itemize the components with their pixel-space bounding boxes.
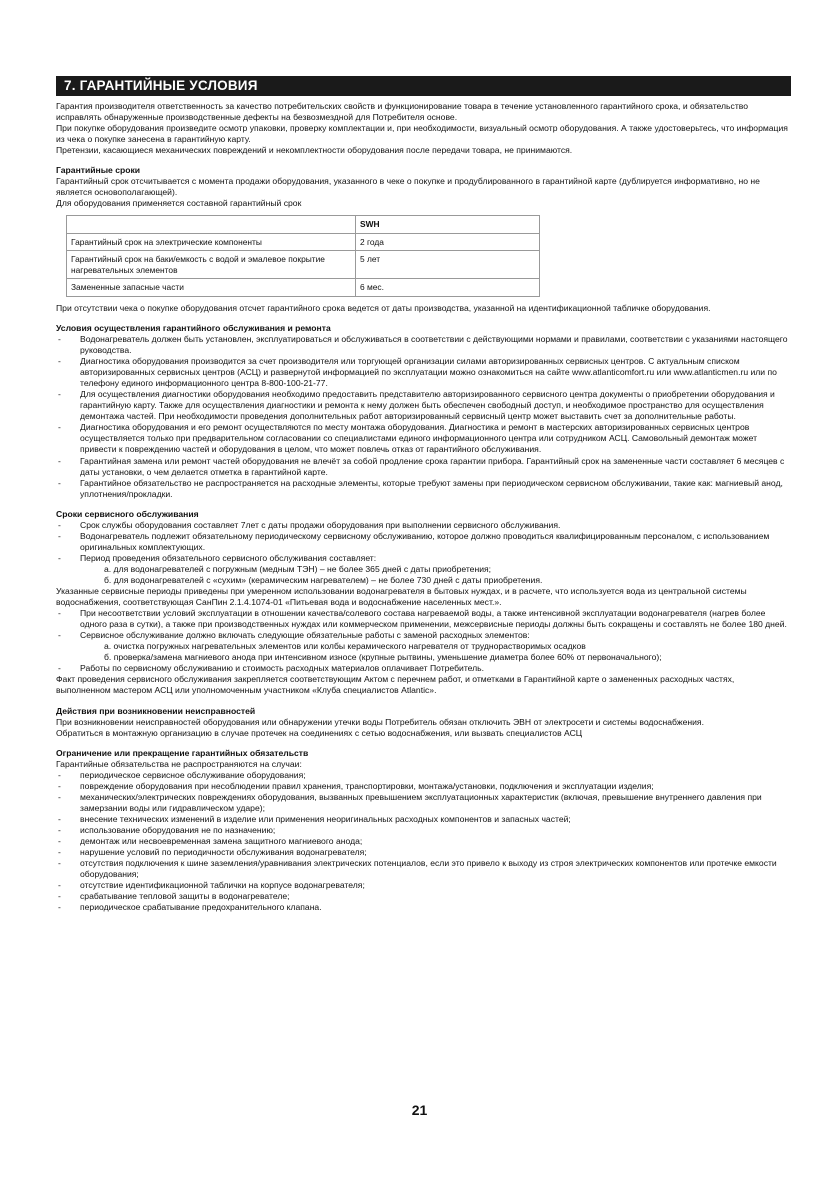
service-list [56,608,791,641]
service-fact: Факт проведения сервисного обслуживания закрепляется соответствующим Актом с перечнем работ, и отметками в Гарантийной карте о замененных расходных частях, выполненном мастером АСЦ или уполномоченным участником «Клуба специалистов Atlantic». [56,674,735,696]
terms-text: Гарантийный срок отсчитывается с момента продажи оборудования, указанного в чеке о покупке и продублированного в гарантийной карте (дублируется информативно, но не является основополагающей). [56,176,760,198]
conditions-list [56,334,791,500]
service-list [56,520,791,564]
intro-paragraph: При покупке оборудования произведите осмотр упаковки, проверку комплектации и, при необходимости, визуальный осмотр оборудования. А также удостоверьтесь, что информация из чека о покупке занесена в гарантийную карту. [56,123,788,145]
service-period: б. для водонагревателей с «сухим» (керамическим нагревателем) – не более 730 дней с даты приобретения. [104,575,543,585]
list-item: - периодическое срабатывание предохранительного клапана. [56,902,791,913]
list-item: - использование оборудования не по назначению; [56,825,791,836]
table-header-row [67,216,540,234]
warranty-table [66,215,540,297]
list-item: - При несоответствии условий эксплуатации в отношении качества/солевого состава нагреваемой воды, а также интенсивной эксплуатации водонагревателя (нагрев более одного раза в сутки), а также при производственных нуждах или коммерческом применении, межсервисные периоды должны быть сокращены и составлять не более 180 дней. [56,608,791,630]
section-heading: 7. ГАРАНТИЙНЫЕ УСЛОВИЯ [56,76,791,96]
service-note: Указанные сервисные периоды приведены при умеренном использовании водонагревателя в бытовых нуждах, и в расчете, что используется вода из центральной системы водоснабжения, соответствующая СанПин 2.1.4.1074-01 «Питьевая вода и водоснабжение населенных мест.». [56,586,747,608]
list-item: - нарушение условий по периодичности обслуживания водонагревателя; [56,847,791,858]
service-period: а. для водонагревателей с погружным (медным ТЭН) – не более 365 дней с даты приобретения; [104,563,492,574]
table-cell: 2 года [356,233,540,251]
terms-text: Для оборудования применяется составной гарантийный срок [56,198,302,209]
service-work: а. очистка погружных нагревательных элементов или колбы керамического нагревателя от труднорастворимых осадков [104,641,586,652]
list-item: - отсутствия подключения к шине заземления/уравнивания электрических потенциалов, если это привело к выходу из строя электрических компонентов или протечке емкости оборудования; [56,858,791,880]
limits-intro: Гарантийные обязательства не распространяются на случаи: [56,758,302,769]
list-item: - Диагностика оборудования и его ремонт осуществляются по месту монтажа оборудования. Диагностика и ремонт в мастерских авторизированных сервисных центров осуществляется только при предварительном согласовании со специалистами единого информационного центра или сотрудником АСЦ. Самовольный демонтаж может привести к повреждению частей и оборудования в целом, что может повлечь отказ от гарантийного обслуживания. [56,422,791,455]
table-cell: 5 лет [356,251,540,279]
list-item: - Период проведения обязательного сервисного обслуживания составляет: [56,553,791,564]
service-work: б. проверка/замена магниевого анода при интенсивном износе (крупные рытвины, уменьшение диаметра более 60% от первоначального); [104,652,662,663]
page-number: 21 [411,1102,428,1118]
list-item: - внесение технических изменений в изделие или применения неоригинальных расходных компонентов и запасных частей; [56,814,791,825]
after-table-text: При отсутствии чека о покупке оборудования отсчет гарантийного срока ведется от даты производства, указанной на идентификационной табличке оборудования. [56,302,711,313]
limits-title: Ограничение или прекращение гарантийных обязательств [56,747,309,758]
intro-paragraph: Гарантия производителя ответственность за качество потребительских свойств и функционирование товара в течение установленного гарантийного срока, и обязательство исправлять обнаруженные производственные дефекты на безвозмездной для Потребителя основе. [56,101,749,123]
list-item: - Диагностика оборудования производится за счет производителя или торгующей организации силами авторизированных сервисных центров. С актуальным списком авторизированных сервисных центров (АСЦ) и развернутой информацией по эксплуатации можно ознакомиться на сайте www.atlanticomfort.ru или www.atlanticmen.ru или по телефону единого информационного центра 8-800-100-21-77. [56,356,791,389]
limits-list [56,770,791,914]
list-item: - Сервисное обслуживание должно включать следующие обязательные работы с заменой расходных элементов: [56,630,791,641]
list-item: - Водонагреватель подлежит обязательному периодическому сервисному обслуживанию, которое должно проводиться квалифицированным персоналом, с использованием оригинальных комплектующих. [56,531,791,553]
table-row [67,251,540,279]
document-body [56,101,791,913]
table-cell: 6 мес. [356,279,540,297]
list-item: - срабатывание тепловой защиты в водонагревателе; [56,891,791,902]
list-item: - механических/электрических повреждениях оборудования, вызванных превышением эксплуатационных характеристик (включая, превышение внутреннего давления при замерзании воды или гидравлическом ударе); [56,792,791,814]
service-list [56,663,791,674]
list-item: - повреждение оборудования при несоблюдении правил хранения, транспортировки, монтажа/установки, подключения и эксплуатации изделия; [56,781,791,792]
faults-text: Обратиться в монтажную организацию в случае протечек на соединениях с сетью водоснабжения, или вызвать специалистов АСЦ [56,727,583,738]
table-row [67,279,540,297]
list-item: - Водонагреватель должен быть установлен, эксплуатироваться и обслуживаться в соответствии с действующими нормами и правилами, соответствии с указаниями настоящего руководства. [56,334,791,356]
list-item: - Срок службы оборудования составляет 7лет с даты продажи оборудования при выполнении сервисного обслуживания. [56,520,791,531]
conditions-title: Условия осуществления гарантийного обслуживания и ремонта [56,322,331,333]
table-cell: Гарантийный срок на баки/емкость с водой и эмалевое покрытие нагревательных элементов [67,251,356,279]
service-title: Сроки сервисного обслуживания [56,508,199,519]
table-row [67,233,540,251]
list-item: - отсутствие идентификационной таблички на корпусе водонагревателя; [56,880,791,891]
list-item: - периодическое сервисное обслуживание оборудования; [56,770,791,781]
list-item: - Гарантийное обязательство не распространяется на расходные элементы, которые требуют замены при периодическом сервисном обслуживании, такие как: магниевый анод, уплотнения/прокладки. [56,478,791,500]
terms-title: Гарантийные сроки [56,165,141,176]
faults-text: При возникновении неисправностей оборудования или обнаружении утечки воды Потребитель обязан отключить ЭВН от электросети и системы водоснабжения. [56,716,704,727]
faults-title: Действия при возникновении неисправностей [56,705,256,716]
list-item: - демонтаж или несвоевременная замена защитного магниевого анода; [56,836,791,847]
table-cell: Замененные запасные части [67,279,356,297]
list-item: - Работы по сервисному обслуживанию и стоимость расходных материалов оплачивает Потребитель. [56,663,791,674]
table-header-cell [67,216,356,234]
table-header-cell: SWH [356,216,540,234]
list-item: - Гарантийная замена или ремонт частей оборудования не влечёт за собой продление срока гарантии прибора. Гарантийный срок на замененные части составляет 6 месяцев с даты установки, о чем делается отметка в гарантийной карте. [56,456,791,478]
list-item: - Для осуществления диагностики оборудования необходимо предоставить представителю авторизированного сервисного центра документы о приобретении оборудования и гарантийную карту. Также для осуществления диагностики и ремонта к нему должен быть обеспечен свободный доступ, и необходимое пространство для осуществления демонтажа частей. При необходимости проведения дополнительных работ авторизированный сервисный центр может выставить счет за дополнительные работы. [56,389,791,422]
table-cell: Гарантийный срок на электрические компоненты [67,233,356,251]
intro-paragraph: Претензии, касающиеся механических повреждений и некомплектности оборудования после передачи товара, не принимаются. [56,145,573,156]
